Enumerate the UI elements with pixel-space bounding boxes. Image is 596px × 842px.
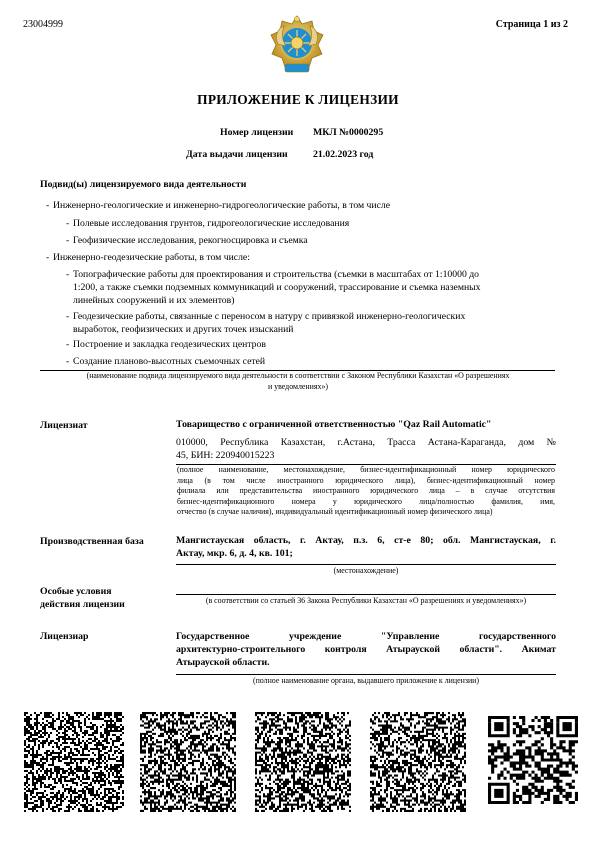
activity-item: - Инженерно-геологические и инженерно-гидрогеологические работы, в том числе [46, 200, 391, 211]
label-line: Особые условия [40, 586, 112, 597]
state-emblem-icon [268, 14, 326, 78]
barcode-icon [140, 712, 236, 812]
label-line: действия лицензии [40, 599, 125, 610]
licensee-address [176, 436, 556, 462]
licensor-line: Атырауской области. [176, 657, 270, 668]
activity-text-line: Геодезические работы, связанные с переносом в натуру с привязкой инженерно-геологических [73, 311, 466, 322]
licensor-value [176, 630, 556, 669]
page-title: ПРИЛОЖЕНИЕ К ЛИЦЕНЗИИ [197, 92, 399, 107]
licensee-note [177, 465, 555, 518]
barcode-icon [24, 712, 124, 812]
note-line: бизнес-идентификационного номера у юридического лица/полностью фамилия, имя, [177, 496, 555, 506]
activity-text: Построение и закладка геодезических центров [73, 339, 266, 350]
activity-text-line: линейных сооружений и их элементов) [73, 295, 235, 306]
note-line: лица (в том числе иностранного юридического лица), бизнес-идентификационный номер [177, 475, 555, 485]
activity-item: - Топографические работы для проектирования и строительства (съемки в масштабах от 1:10000 до 1:200, а также съемки подземных коммуникаций и сооружений, трассирование и съемка наземных линейных сооружений и их элементов) [66, 268, 566, 307]
note-line: (полное наименование, местонахождение, бизнес-идентификационный номер юридического [177, 465, 555, 474]
activity-item: - Геофизические исследования, рекогносцировка и съемка [66, 235, 308, 246]
licensor-line: Государственное учреждение "Управление государственного [176, 631, 556, 642]
barcode-icon [255, 712, 351, 812]
activity-item: - Построение и закладка геодезических центров [66, 339, 266, 350]
note-line: и уведомлениях») [267, 381, 329, 391]
production-note: (местонахождение) [333, 566, 399, 575]
divider [176, 674, 556, 675]
document-number: 23004999 [23, 19, 63, 30]
licensee-name: Товарищество с ограниченной ответственностью "Qaz Rail Automatic" [176, 419, 492, 430]
activity-text-line: выработок, геофизических и других точек изысканий [73, 324, 294, 335]
issue-date-label: Дата выдачи лицензии [186, 149, 288, 160]
activity-item: - Инженерно-геодезические работы, в том числе: [46, 252, 250, 263]
address-line: 45, БИН: 220940015223 [176, 450, 275, 461]
production-value [176, 534, 556, 560]
licensor-line: архитектурно-строительного контроля Атырауской области". Акимат [176, 644, 556, 655]
activity-text: Инженерно-геодезические работы, в том числе: [53, 252, 250, 263]
activity-text: Геофизические исследования, рекогносцировка и съемка [73, 235, 308, 246]
licensor-note: (полное наименование органа, выдавшего приложение к лицензии) [252, 676, 480, 685]
divider [176, 594, 556, 595]
license-number-value: МКЛ №0000295 [313, 127, 384, 138]
activity-text: Создание планово-высотных съемочных сетей [73, 356, 266, 367]
issue-date-value: 21.02.2023 год [313, 149, 374, 160]
note-line: отчество (в случае наличия), индивидуальный идентификационный номер физического лица) [177, 507, 493, 516]
note-line: (наименование подвида лицензируемого вида деятельности в соответствии с Законом Республики Казахстан «О разрешениях [86, 371, 510, 380]
licensor-label: Лицензиар [40, 631, 89, 642]
note-line: филиала или представительства иностранного юридического лица – в случае отсутствия [177, 486, 555, 495]
divider [176, 564, 556, 565]
special-conditions-label [40, 585, 125, 611]
page-indicator: Страница 1 из 2 [495, 19, 568, 30]
address-line: 010000, Республика Казахстан, г.Астана, Трасса Астана-Караганда, дом № [176, 437, 556, 448]
activity-text-line: Топографические работы для проектирования и строительства (съемки в масштабах от 1:10000 до [73, 269, 480, 280]
activity-item: - Геодезические работы, связанные с переносом в натуру с привязкой инженерно-геологических выработок, геофизических и других точек изысканий [66, 310, 566, 336]
activities-note [40, 371, 556, 392]
production-line: Актау, мкр. 6, д. 4, кв. 101; [176, 548, 293, 559]
production-label: Производственная база [40, 536, 144, 547]
activity-text: Полевые исследования грунтов, гидрогеологические исследования [73, 218, 350, 229]
activity-text: Инженерно-геологические и инженерно-гидрогеологические работы, в том числе [53, 200, 391, 211]
licensee-label: Лицензиат [40, 420, 88, 431]
activity-item: - Полевые исследования грунтов, гидрогеологические исследования [66, 218, 350, 229]
activity-text-line: 1:200, а также съемки подземных коммуникаций и сооружений, трассирование и съемка наземных [73, 282, 481, 293]
activity-item: - Создание планово-высотных съемочных сетей [66, 356, 266, 367]
subtypes-heading: Подвид(ы) лицензируемого вида деятельности [40, 179, 247, 190]
license-number-label: Номер лицензии [220, 127, 294, 138]
barcode-icon [370, 712, 466, 812]
qr-code-icon [488, 716, 578, 804]
production-line: Мангистауская область, г. Актау, п.з. 6, ст-е 80; обл. Мангистауская, г. [176, 535, 556, 546]
special-conditions-note: (в соответствии со статьей 36 Закона Республики Казахстан «О разрешениях и уведомлениях») [205, 596, 527, 605]
